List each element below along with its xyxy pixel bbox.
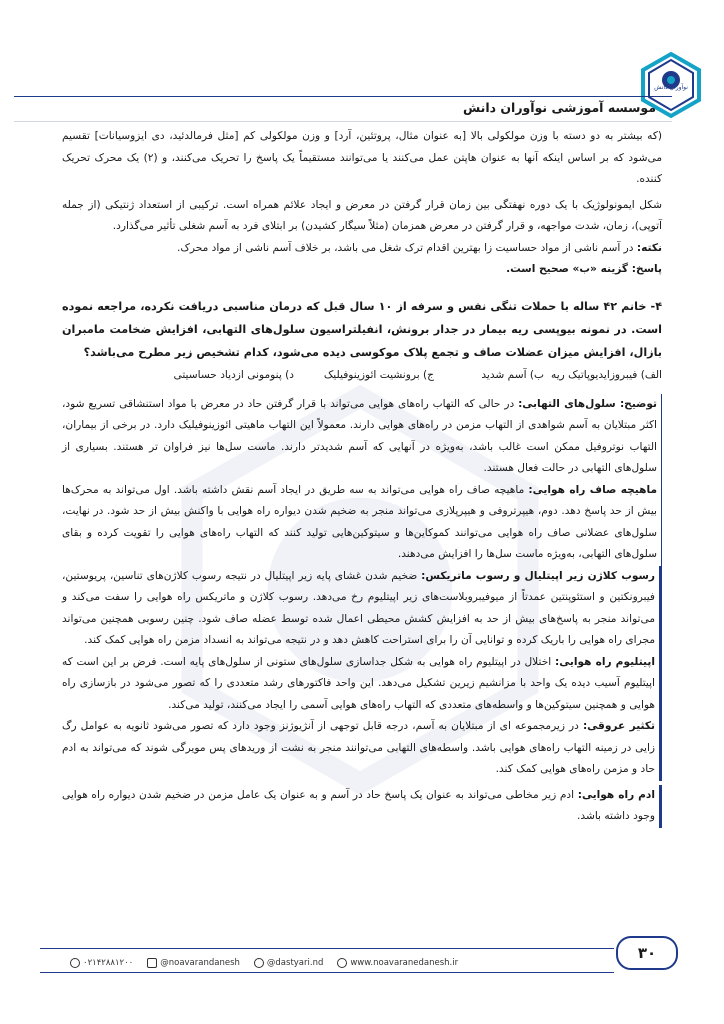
footer-rule [40,948,614,949]
footer-instagram-text: @noavarandanesh [160,958,240,968]
section-vascular-label: تکثیر عروقی: [582,720,655,732]
note-text: در آسم ناشی از مواد حساسیت زا بهترین اقدام ترک شغل می باشد، بر خلاف آسم ناشی از مواد محرک. [177,241,637,254]
footer-website[interactable] [337,958,458,968]
question-4: ۴- خانم ۴۲ ساله با حملات تنگی نفس و سرفه از ۱۰ سال قبل که درمان مناسبی دریافت نکرده، مراجعه نموده است. در نمونه بیوپسی ریه بیمار در جدار برونش، انفیلتراسیون سلول‌های التهابی، افزایش ضخامت مامبران بازال، افزایش میزان عضلات صاف و تجمع پلاک موکوسی دیده می‌شود، کدام تشخیص زیر مطرح می‌باشد؟ [62,299,663,359]
section-collagen-label: رسوب کلاژن زیر اپیتلیال و رسوب ماتریکس: [421,569,655,582]
section-edema-text: ادم زیر مخاطی می‌تواند به عنوان یک پاسخ حاد در آسم و به عنوان یک عامل مزمن در ضخیم شدن دیواره راه هوایی وجود داشته باشد. [62,788,655,822]
note-paragraph [62,238,662,260]
section-smooth-muscle-label: ماهیچه صاف راه هوایی: [528,483,657,496]
section-vascular [62,716,662,781]
footer-phone-text: ۰۲۱۴۲۸۸۱۲۰۰ [83,958,134,968]
footer-website-text: www.noavaranedanesh.ir [350,958,459,968]
logo-caption: نوآوران دانش [654,84,688,91]
paragraph-immunologic: شکل ایمونولوژیک با یک دوره نهفتگی بین زمان قرار گرفتن در معرض و ایجاد علائم همراه است. ترکیبی از استعداد ژنتیکی (از جمله آتوپی)، زمان، شدت مواجهه، و قرار گرفتن در معرض همزمان (مثلاً سیگار کشیدن) بر ابتلای فرد به آسم شغلی تأثیر می‌گذارد. [62,198,662,232]
header-rule-secondary [14,121,672,122]
footer-phone [70,958,133,968]
page-number: ۳۰ [616,936,678,970]
paragraph-triggers: (که بیشتر به دو دسته با وزن مولکولی بالا [به عنوان مثال، پروتئین، آرد] و وزن مولکولی کم [مثل فرمالدئید، دی ایزوسیانات] تقسیم می‌شود که بر اساس اینکه آنها به عنوان هاپتن عمل می‌کنند یا می‌توانند مستقیماً یک پاسخ را تحریک می‌کنند، و (۲) یک محرک تحریک کننده. [62,130,662,185]
footer-telegram-text: @dastyari.nd [266,958,324,968]
phone-icon [70,958,80,968]
option-d: د) پنومونی ازدیاد حساسیتی [173,368,294,381]
section-epithelium-label: اپیتلیوم راه هوایی: [554,655,655,668]
note-label: نکته: [636,241,662,254]
section-collagen-text: ضخیم شدن غشای پایه زیر اپیتلیال در نتیجه رسوب کلاژن‌های تناسین، پریوستین، فیبرونکتین و استئوپنتین عمدتاً از میوفیبروبلاست‌های زیر اپیتلیوم رخ می‌دهد. رسوب کلاژن و ماتریکس راه هوایی را سفت می‌کند و می‌تواند منجر به پاسخ‌های بیش از حد به افزایش کشش محیطی اعمال شده توسط عضله صاف شود. چنین رسوبی همچنین می‌تواند مجرای راه هوایی را باریک کرده و توانایی آن را برای استراحت کاهش دهد و در نتیجه می‌تواند به انسداد مزمن راه هوایی کمک کند. [62,569,655,646]
section-inflammatory-cells-text: در حالی که التهاب راه‌های هوایی می‌تواند با قرار گرفتن حاد در معرض با مواد استنشاقی تسریع شود، اکثر مبتلایان به آسم شواهدی از التهاب مزمن در راه‌های هوایی دارند. معمولاً این التهاب ماهیتی ائوزینوفیلیک دارد. در برخی از بیماران، التهاب نوتروفیل ممکن است غالب باشد، به‌ویژه در آنهایی که آسم شدیدتر دارند. ماست سل‌ها نیز فراوان تر هستند. بسیاری از سلول‌های التهابی در حالت فعال هستند. [62,397,657,474]
answer-line: پاسخ: گزینه «ب» صحیح است. [506,263,662,275]
footer-bottom-rule [40,972,614,973]
section-vascular-text: در زیرمجموعه ای از مبتلایان به آسم، درجه قابل توجهی از آنژیوژنز وجود دارد که تصور می‌شود ثانویه به عوامل رگ زایی در زمینه التهاب راه‌های هوایی باشد. واسطه‌های التهابی می‌توانند منجر به نشت از وریدهای پس مویرگی شوند که می‌تواند به ادم حاد و مزمن راه‌های هوایی کمک کند. [62,720,655,775]
answer-options [62,364,662,386]
option-c: ج) برونشیت ائوزینوفیلیک [323,368,434,381]
telegram-icon [254,958,264,968]
section-smooth-muscle-text: ماهیچه صاف راه هوایی می‌تواند به سه طریق در ایجاد آسم نقش داشته باشد. اول می‌تواند به محرک‌ها بیش از حد پاسخ دهد. دوم، هیپرتروفی و هیپرپلازی می‌تواند منجر به ضخیم شدن دیواره راه هوایی با واکنش بیش از حد شود. در نهایت، سلول‌های عضلانی صاف راه هوایی می‌توانند کموکاین‌ها و سیتوکین‌هایی تولید کنند که التهاب راه‌های هوایی را تقویت کرده و بقای سلول‌های التهابی، به‌ویژه ماست سل‌ها را افزایش می‌دهند. [62,483,657,560]
section-epithelium-text: اختلال در اپیتلیوم راه هوایی به شکل جداسازی سلول‌های ستونی از سلول‌های پایه است. فرض بر این است که اپیتلیوم آسیب دیده یک واحد با مزانشیم زیرین تشکیل می‌دهد. این واحد فاکتورهای رشد متعددی را که تصور می‌شود در بازسازی راه هوایی و همچنین سیتوکین‌ها و واسطه‌های متعددی که التهاب راه‌های هوایی آسمی را ایجاد می‌کنند، تولید می‌کند. [62,655,655,711]
option-b: ب) آسم شدید [481,368,544,381]
option-a: الف) فیبروزایدیوپاتیک ریه [551,368,662,381]
footer-instagram[interactable] [147,958,240,968]
header-rule [14,96,672,97]
section-edema [62,785,662,828]
globe-icon [337,958,347,968]
section-edema-label: ادم راه هوایی: [577,788,656,801]
section-epithelium [62,652,662,717]
footer-telegram[interactable] [254,958,323,968]
page-content [62,126,662,828]
instagram-icon [147,958,157,968]
section-inflammatory-cells [62,394,662,480]
footer-contacts [70,958,458,968]
section-smooth-muscle [62,480,662,566]
section-inflammatory-cells-label: توضیح: سلول‌های التهابی: [518,397,657,410]
section-collagen [62,566,662,652]
header-title: موسسه آموزشی نوآوران دانش [462,100,656,115]
